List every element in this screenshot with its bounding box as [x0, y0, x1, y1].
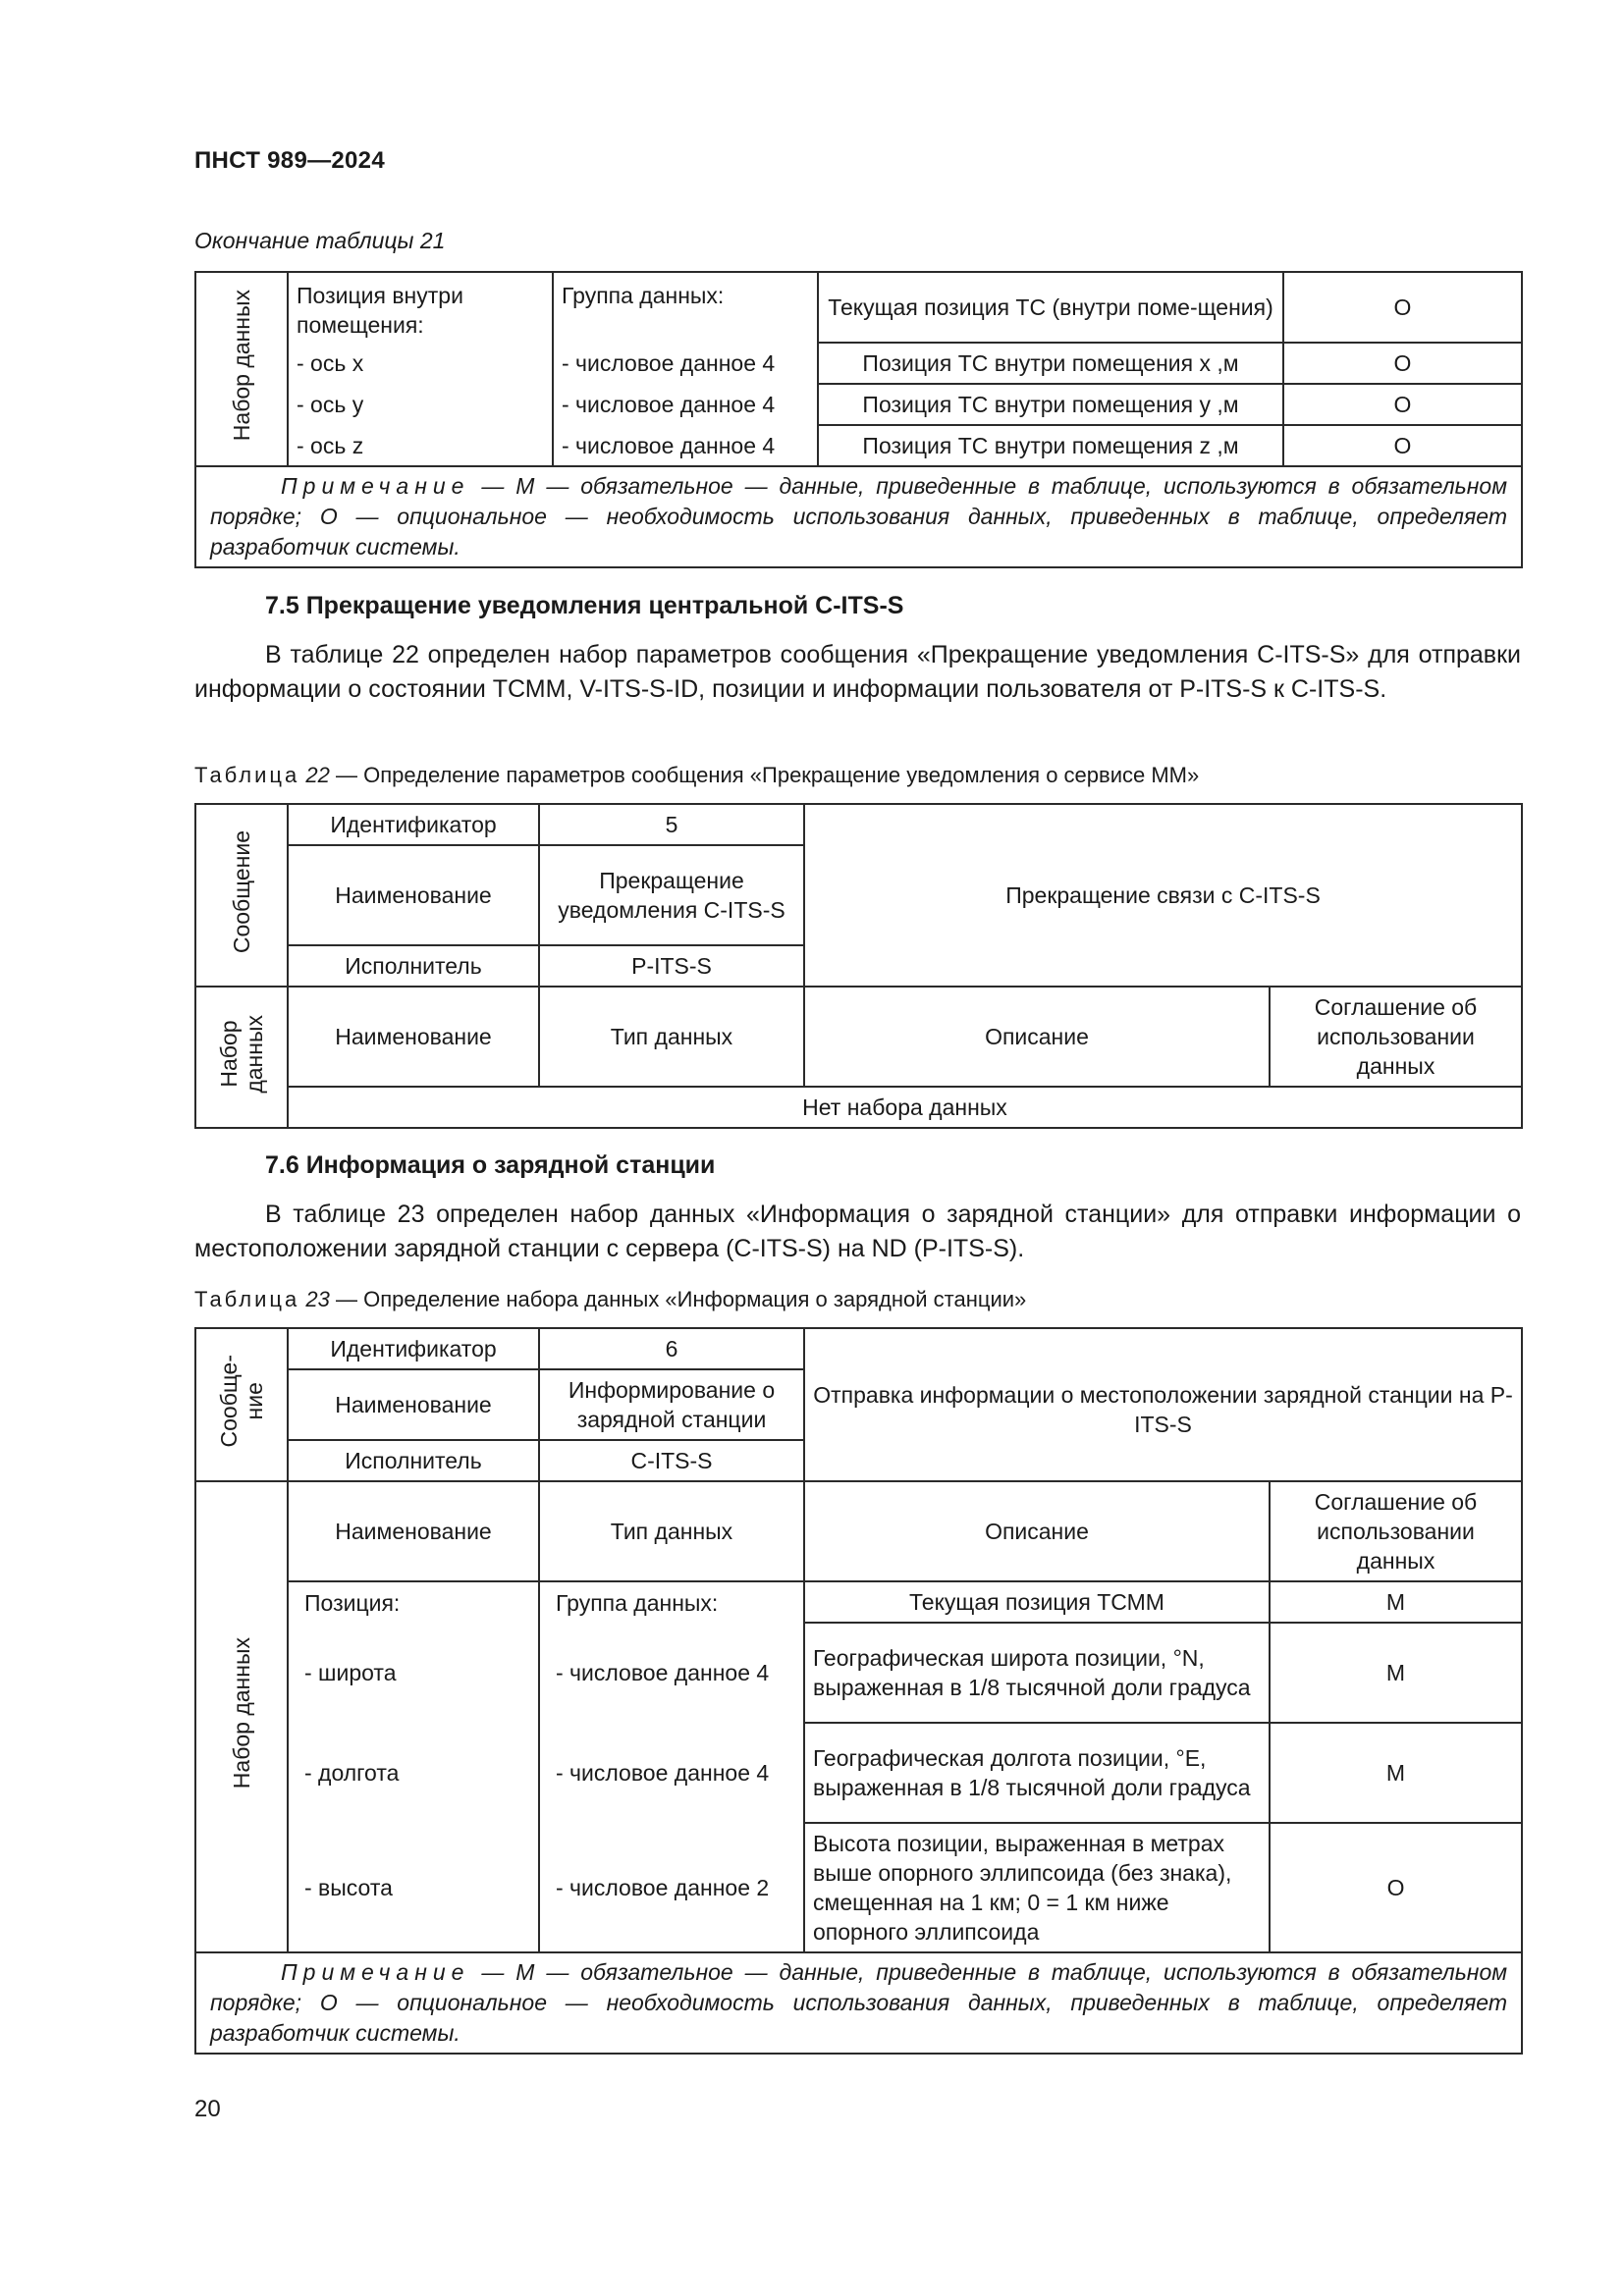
t21-row3-agree: O	[1283, 384, 1522, 425]
table-23	[194, 1327, 1523, 2055]
t22-col-name: Наименование	[288, 987, 539, 1087]
t23-row4-name: - высота	[288, 1823, 539, 1952]
table-23-caption-text: — Определение набора данных «Информация о зарядной станции»	[336, 1287, 1027, 1311]
t21-row3-desc: Позиция ТС внутри помещения y ,м	[818, 384, 1283, 425]
t22-message-side-label: Сообщение	[195, 804, 288, 987]
document-header: ПНСТ 989—2024	[194, 147, 385, 174]
t22-id-value: 5	[539, 804, 804, 845]
t21-note-text: — M — обязательное — данные, приведенные в таблице, используются в обязательном порядке; O — опциональное — необходимость использования данных, приведенных в таблице, определяет разработчик системы.	[210, 473, 1507, 560]
table-22-caption	[194, 763, 1199, 788]
t23-row3-agree: M	[1270, 1723, 1522, 1823]
t21-row2-name: - ось x	[288, 343, 553, 384]
table-23-caption	[194, 1287, 1026, 1312]
t21-note	[195, 466, 1522, 567]
t22-col-desc: Описание	[804, 987, 1270, 1087]
t23-row2-type: - числовое данное 4	[539, 1623, 804, 1723]
t23-id-label: Идентификатор	[288, 1328, 539, 1369]
t23-message-description: Отправка информации о местоположении зарядной станции на P-ITS-S	[804, 1328, 1522, 1481]
dataset-side-label: Набор данных	[195, 272, 288, 466]
t23-row3-name: - долгота	[288, 1723, 539, 1823]
t21-row1-desc: Текущая позиция ТС (внутри поме-щения)	[818, 272, 1283, 343]
table-22-caption-prefix: Таблица	[194, 763, 300, 787]
t22-message-description: Прекращение связи с C-ITS-S	[804, 804, 1522, 987]
t21-row4-desc: Позиция ТС внутри помещения z ,м	[818, 425, 1283, 466]
t23-message-side-label: Сообще- ние	[195, 1328, 288, 1481]
t23-col-type: Тип данных	[539, 1481, 804, 1581]
section-7-6-title: 7.6 Информация о зарядной станции	[265, 1151, 716, 1179]
t21-row2-agree: O	[1283, 343, 1522, 384]
t23-note-label: Примечание	[281, 1959, 470, 1985]
table-23-caption-prefix: Таблица	[194, 1287, 300, 1311]
t23-dataset-side-label: Набор данных	[195, 1481, 288, 1952]
t23-note-text: — M — обязательное — данные, приведенные в таблице, используются в обязательном порядке; O — опциональное — необходимость использования данных, приведенных в таблице, определяет разработчик системы.	[210, 1959, 1508, 2046]
t23-row3-desc: Географическая долгота позиции, °E, выраженная в 1/8 тысячной доли градуса	[804, 1723, 1270, 1823]
section-7-6-paragraph: В таблице 23 определен набор данных «Информация о зарядной станции» для отправки информации о местоположении зарядной станции с сервера (C-ITS-S) на ND (P-ITS-S).	[194, 1201, 1521, 1262]
t23-name-label: Наименование	[288, 1369, 539, 1440]
t21-row4-type: - числовое данное 4	[553, 425, 818, 466]
t23-row1-agree: M	[1270, 1581, 1522, 1623]
t23-row2-name: - широта	[288, 1623, 539, 1723]
t23-row1-desc: Текущая позиция ТСММ	[804, 1581, 1270, 1623]
section-7-5-title: 7.5 Прекращение уведомления центральной C-ITS-S	[265, 592, 904, 619]
table-22-caption-text: — Определение параметров сообщения «Прекращение уведомления о сервисе ММ»	[336, 763, 1200, 787]
t23-exec-label: Исполнитель	[288, 1440, 539, 1481]
t22-col-agree: Соглашение об использовании данных	[1270, 987, 1522, 1087]
page-number: 20	[194, 2096, 221, 2122]
t23-id-value: 6	[539, 1328, 804, 1369]
table-21-caption: Окончание таблицы 21	[194, 228, 446, 253]
t21-row1-agree: O	[1283, 272, 1522, 343]
t21-row2-type: - числовое данное 4	[553, 343, 818, 384]
t22-dataset-side-label: Набор данных	[195, 987, 288, 1128]
t21-row2-desc: Позиция ТС внутри помещения x ,м	[818, 343, 1283, 384]
table-23-caption-num: 23	[305, 1287, 330, 1311]
t23-exec-value: C-ITS-S	[539, 1440, 804, 1481]
t23-row4-desc: Высота позиции, выраженная в метрах выше опорного эллипсоида (без знака), смещенная на 1 км; 0 = 1 км ниже опорного эллипсоида	[804, 1823, 1270, 1952]
t22-exec-value: P-ITS-S	[539, 945, 804, 987]
t22-col-type: Тип данных	[539, 987, 804, 1087]
t23-col-agree: Соглашение об использовании данных	[1270, 1481, 1522, 1581]
t23-row2-desc: Географическая широта позиции, °N, выраженная в 1/8 тысячной доли градуса	[804, 1623, 1270, 1723]
t21-row4-name: - ось z	[288, 425, 553, 466]
t22-empty-dataset: Нет набора данных	[288, 1087, 1522, 1128]
t23-name-value: Информирование о зарядной станции	[539, 1369, 804, 1440]
section-7-5-paragraph: В таблице 22 определен набор параметров сообщения «Прекращение уведомления C-ITS-S» для отправки информации о состоянии ТСММ, V-ITS-S-ID, позиции и информации пользователя от P-ITS-S к C-ITS-S.	[194, 641, 1521, 703]
t23-row4-agree: O	[1270, 1823, 1522, 1952]
t21-row1-type: Группа данных:	[553, 272, 818, 343]
table-21-end	[194, 271, 1523, 568]
t23-row3-type: - числовое данное 4	[539, 1723, 804, 1823]
t23-row1-type: Группа данных:	[539, 1581, 804, 1623]
t22-id-label: Идентификатор	[288, 804, 539, 845]
t21-row3-type: - числовое данное 4	[553, 384, 818, 425]
t23-row1-name: Позиция:	[288, 1581, 539, 1623]
t23-row4-type: - числовое данное 2	[539, 1823, 804, 1952]
t21-row4-agree: O	[1283, 425, 1522, 466]
t23-note	[195, 1952, 1522, 2054]
table-22-caption-num: 22	[305, 763, 330, 787]
t22-exec-label: Исполнитель	[288, 945, 539, 987]
table-22	[194, 803, 1523, 1129]
t21-note-label: Примечание	[281, 473, 470, 499]
t23-col-name: Наименование	[288, 1481, 539, 1581]
t21-row3-name: - ось y	[288, 384, 553, 425]
t21-row1-name: Позиция внутри помещения:	[288, 272, 553, 343]
t22-name-label: Наименование	[288, 845, 539, 945]
t23-row2-agree: M	[1270, 1623, 1522, 1723]
t22-name-value: Прекращение уведомления C-ITS-S	[539, 845, 804, 945]
t23-col-desc: Описание	[804, 1481, 1270, 1581]
